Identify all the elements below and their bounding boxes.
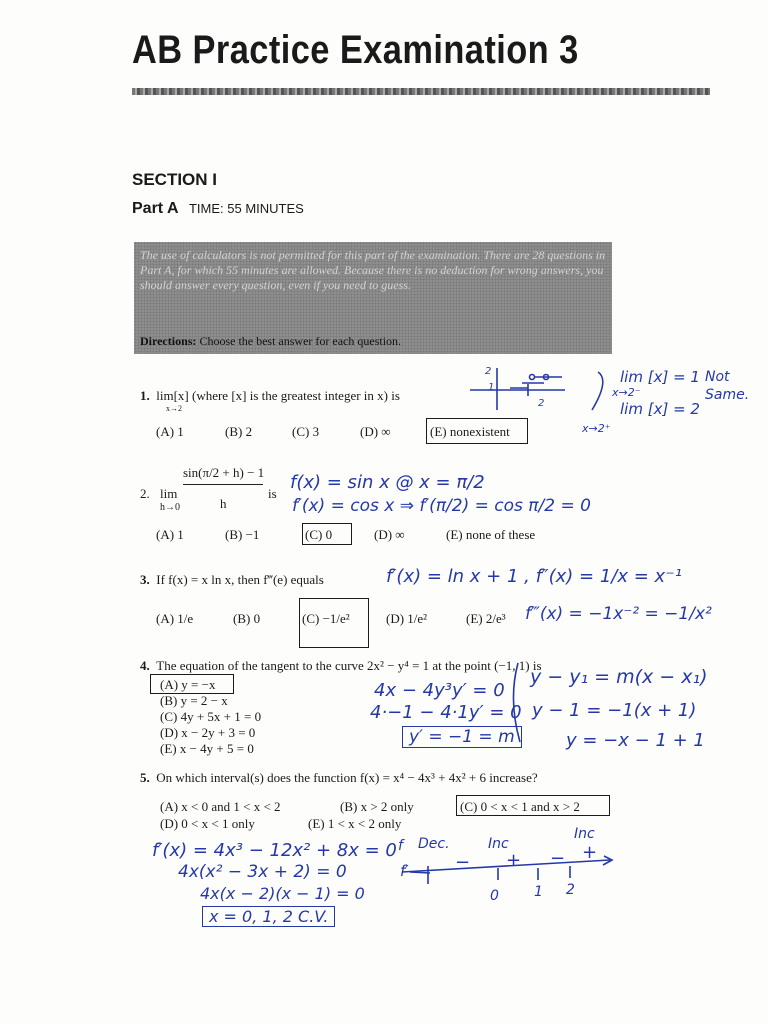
handwritten-subscript: x→2⁺ (582, 422, 611, 435)
option-d[interactable]: (D) ∞ (374, 527, 405, 542)
directions-label: Directions: (140, 334, 197, 348)
handwritten-work: 4x(x² − 3x + 2) = 0 (178, 862, 347, 882)
option-b[interactable]: (B) x > 2 only (340, 799, 414, 814)
question-stem: lim[x] (where [x] is the greatest integer in x) is (156, 388, 400, 403)
handwritten-work: 4·−1 − 4·1y′ = 0 (370, 702, 522, 723)
option-d[interactable]: (D) 1/e² (386, 611, 428, 626)
option-e[interactable]: (E) 1 < x < 2 only (308, 816, 402, 831)
section-label: SECTION I (132, 170, 218, 189)
limit-label: lim (160, 486, 178, 501)
handwritten-boxed-result: y′ = −1 = m (402, 726, 522, 748)
option-a[interactable]: (A) 1 (156, 527, 184, 542)
handwritten-work: y − y₁ = m(x − x₁) (530, 666, 708, 688)
option-b[interactable]: (B) 0 (233, 611, 261, 626)
option-d[interactable]: (D) 0 < x < 1 only (160, 816, 255, 831)
question-number: 5. (140, 770, 150, 785)
option-b[interactable]: (B) −1 (225, 527, 260, 542)
question-number: 3. (140, 572, 150, 587)
limit-subscript: h→0 (160, 502, 180, 513)
option-c[interactable]: (C) −1/e² (302, 611, 350, 626)
fraction-denominator: h (220, 496, 227, 511)
number-line-tick: 0 (490, 888, 499, 904)
sign-mark: − (550, 848, 566, 869)
directions-text: Choose the best answer for each question. (199, 334, 402, 348)
option-a[interactable]: (A) y = −x (160, 677, 216, 692)
question-number: 1. (140, 388, 150, 403)
option-a[interactable]: (A) x < 0 and 1 < x < 2 (160, 799, 281, 814)
handwritten-work: y = −x − 1 + 1 (566, 730, 705, 751)
limit-subscript: x→2 (166, 404, 182, 413)
handwritten-boxed-result: x = 0, 1, 2 C.V. (202, 906, 335, 927)
handwritten-work: f(x) = sin x @ x = π/2 (290, 472, 485, 493)
stem-tail: is (268, 486, 277, 501)
option-d[interactable]: (D) x − 2y + 3 = 0 (160, 725, 256, 740)
option-a[interactable]: (A) 1 (156, 424, 184, 439)
fraction-numerator: sin(π/2 + h) − 1 (183, 465, 265, 480)
handwritten-work: 4x(x − 2)(x − 1) = 0 (200, 884, 365, 903)
number-line-tick: 1 (534, 884, 543, 900)
handwritten-note: lim [x] = 1 (620, 368, 700, 386)
option-b[interactable]: (B) y = 2 − x (160, 693, 228, 708)
handwritten-work: f′(x) = ln x + 1 , f″(x) = 1/x = x⁻¹ (386, 566, 682, 587)
graph-label: 2 (485, 366, 492, 377)
question-stem: The equation of the tangent to the curve 2x² − y⁴ = 1 at the point (−1, 1) is (156, 658, 542, 673)
question-stem: If f(x) = x ln x, then f‴(e) equals (156, 572, 324, 587)
handwritten-note: lim [x] = 2 (620, 400, 700, 418)
option-a[interactable]: (A) 1/e (156, 611, 194, 626)
option-e[interactable]: (E) 2/e³ (466, 611, 506, 626)
question-number: 4. (140, 658, 150, 673)
handwritten-work: f′(x) = cos x ⇒ f′(π/2) = cos π/2 = 0 (292, 496, 591, 516)
graph-label: 2 (538, 398, 545, 409)
brace-stroke (592, 372, 603, 410)
option-c[interactable]: (C) 3 (292, 424, 320, 439)
number-line-tick: 2 (566, 882, 575, 898)
sign-mark: + (506, 850, 522, 871)
handwritten-work: f‴(x) = −1x⁻² = −1/x² (525, 604, 712, 624)
handwritten-note: Not Same. (705, 369, 750, 403)
sign-chart-label: f (398, 838, 403, 854)
option-e[interactable]: (E) none of these (446, 527, 536, 542)
option-c[interactable]: (C) 4y + 5x + 1 = 0 (160, 709, 262, 724)
option-c[interactable]: (C) 0 (305, 527, 333, 542)
option-e[interactable]: (E) nonexistent (430, 424, 510, 439)
handwritten-work: y − 1 = −1(x + 1) (532, 700, 697, 721)
time-label: TIME: 55 MINUTES (188, 201, 304, 216)
exam-title: AB Practice Examination 3 (132, 28, 579, 72)
sign-chart-label: Dec. (418, 836, 450, 852)
handwritten-work: f′(x) = 4x³ − 12x² + 8x = 0 (152, 840, 397, 861)
handwritten-subscript: x→2⁻ (612, 386, 641, 399)
option-e[interactable]: (E) x − 4y + 5 = 0 (160, 741, 254, 756)
part-label: Part A (132, 200, 179, 217)
handwritten-work: 4x − 4y³y′ = 0 (374, 680, 505, 701)
question-2-number: 2. (140, 486, 150, 501)
option-c[interactable]: (C) 0 < x < 1 and x > 2 (460, 799, 580, 814)
instructions-text: The use of calculators is not permitted for this part of the examination. There are 28 questions in Part A, for which 55 minutes are allowed. Because there is no deduction for wrong answers, you should answer every question, even if you need to guess. (140, 248, 606, 292)
graph-label: 1 (488, 382, 495, 393)
option-d[interactable]: (D) ∞ (360, 424, 391, 439)
sign-mark: − (455, 852, 471, 873)
sign-mark: + (582, 842, 598, 863)
sign-chart-label: f′ (400, 862, 409, 880)
option-b[interactable]: (B) 2 (225, 424, 253, 439)
sign-chart-label: Inc (574, 826, 595, 842)
question-stem: On which interval(s) does the function f(x) = x⁴ − 4x³ + 4x² + 6 increase? (156, 770, 538, 785)
sign-chart-label: Inc (488, 836, 509, 852)
